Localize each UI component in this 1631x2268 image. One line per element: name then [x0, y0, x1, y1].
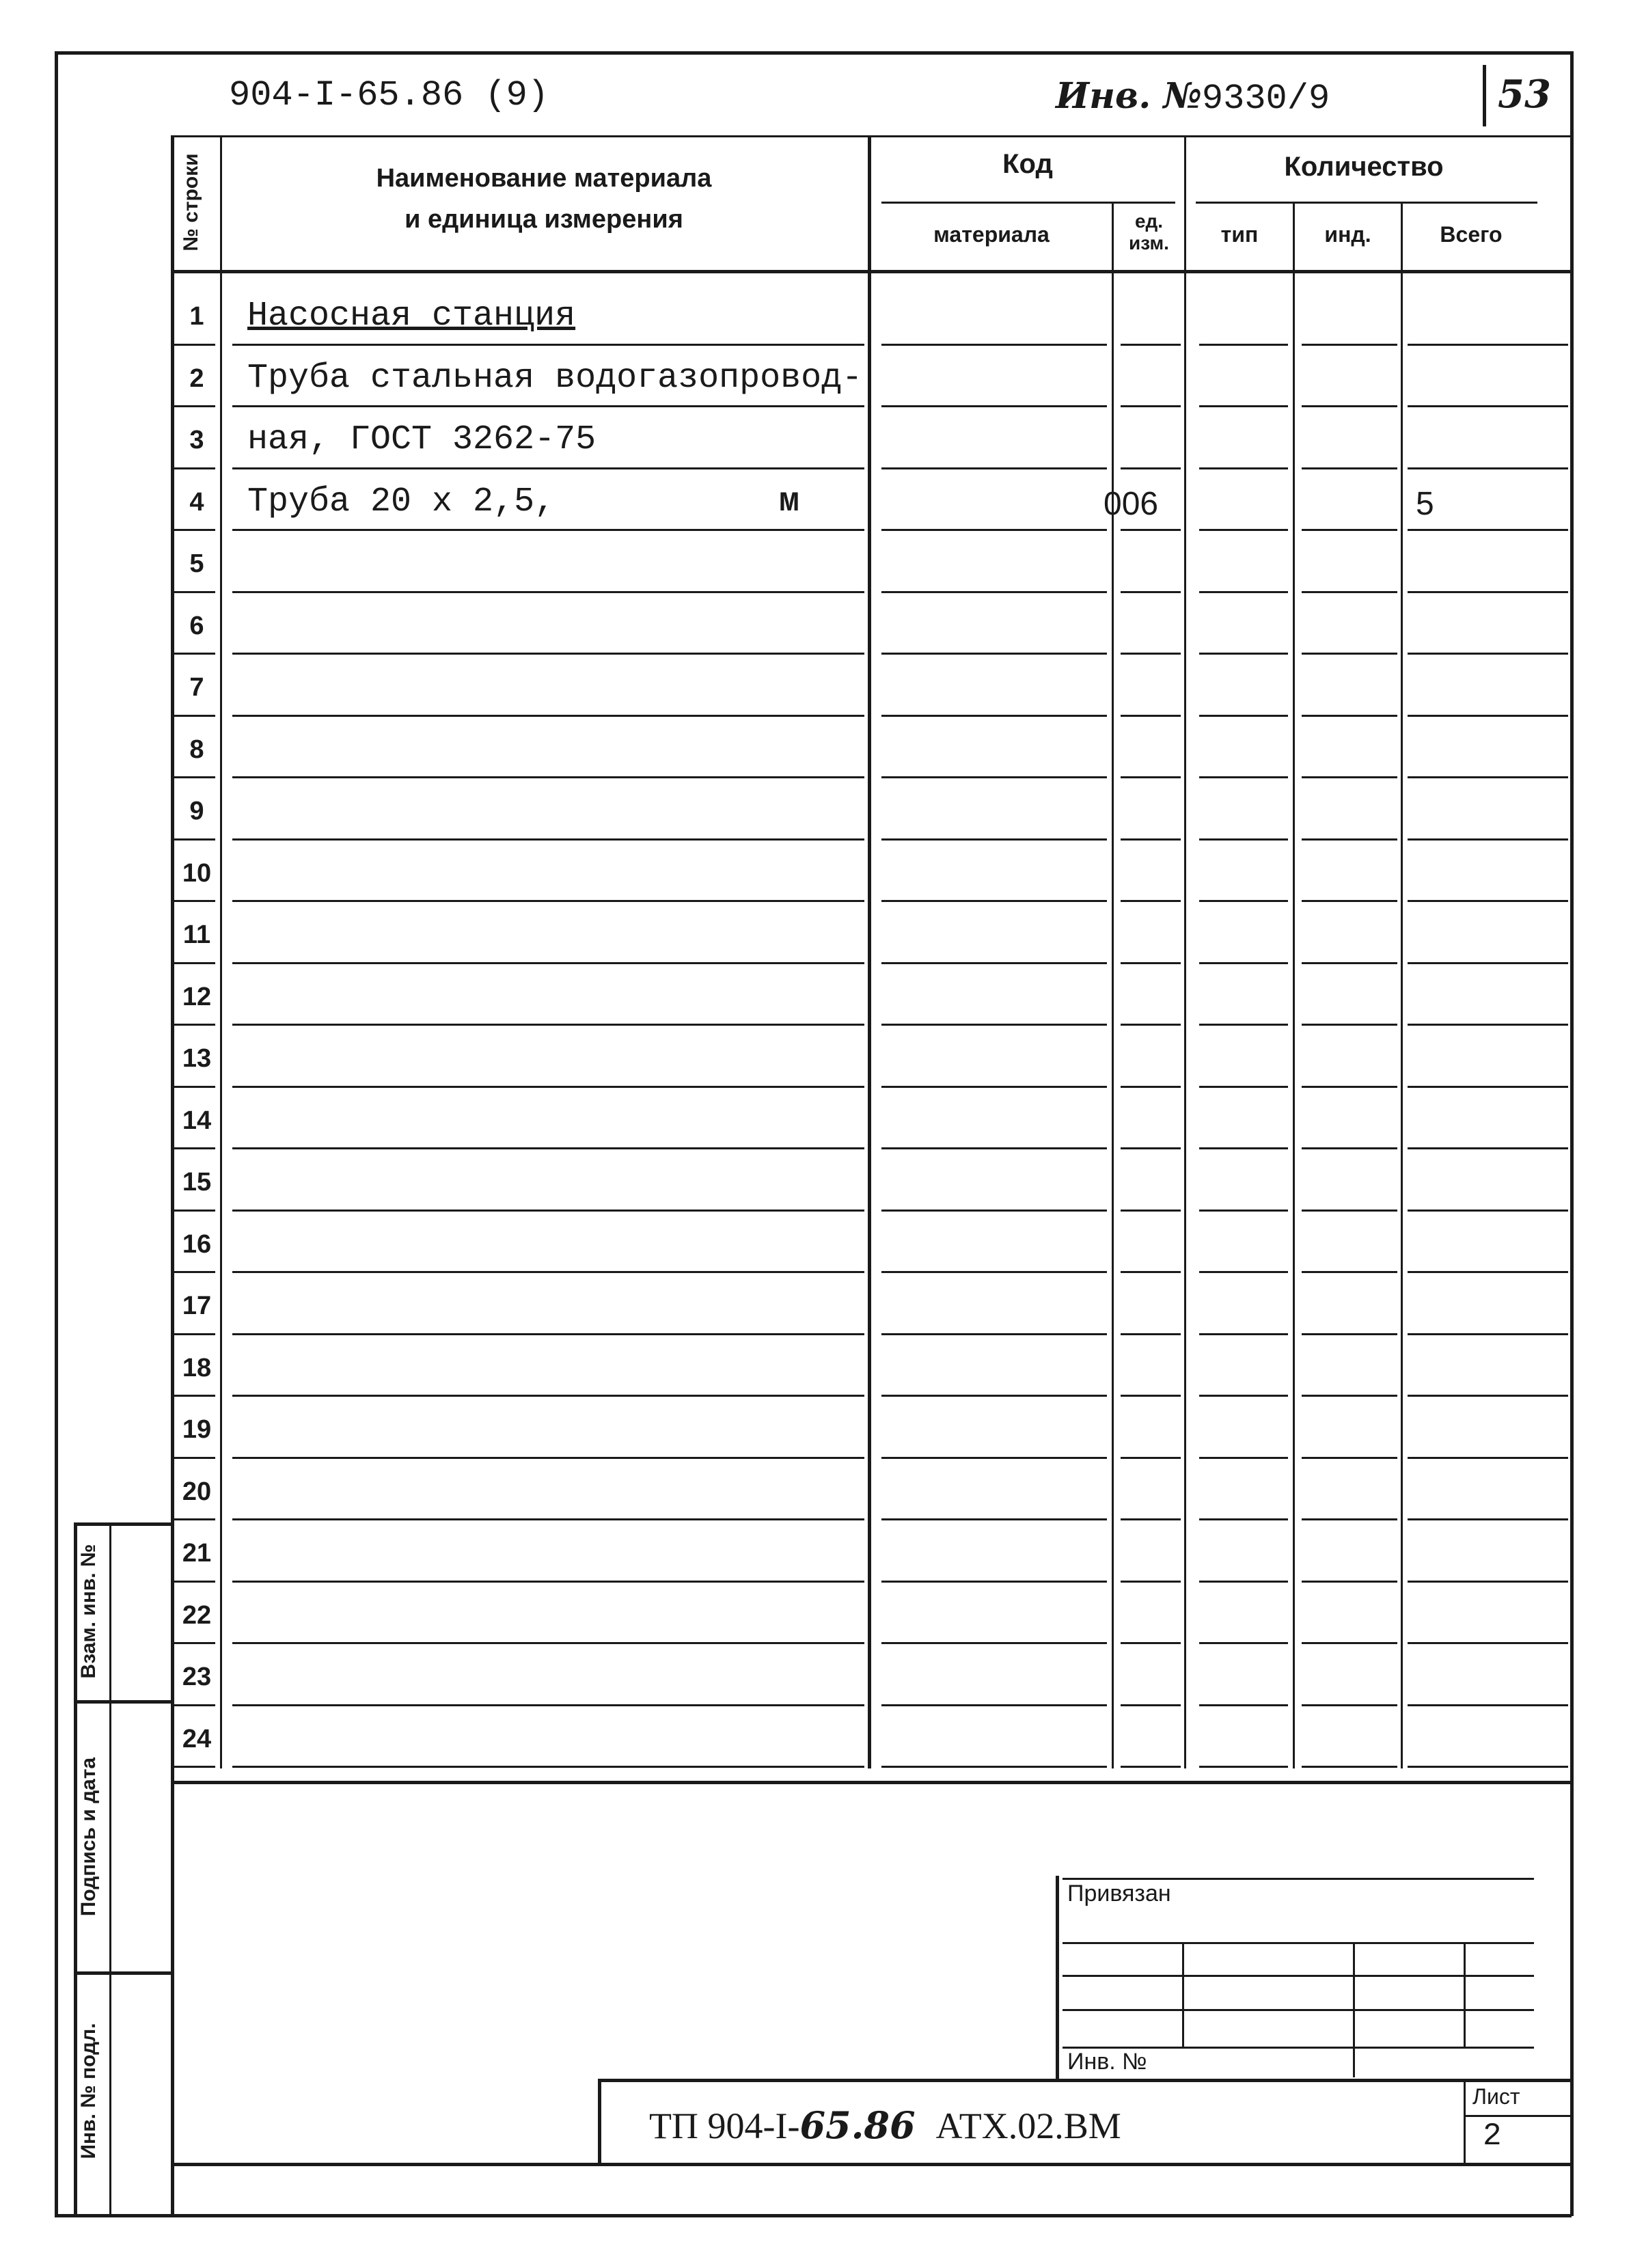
- row-separator: [1302, 1518, 1397, 1520]
- row-separator: [1121, 776, 1181, 778]
- row-separator: [1408, 344, 1568, 346]
- frame-bottom: [55, 2214, 1572, 2217]
- row-separator: [1199, 1704, 1288, 1706]
- row-separator: [1199, 900, 1288, 902]
- row-separator: [1408, 1704, 1568, 1706]
- code-header: Код: [1002, 149, 1053, 179]
- row-separator: [1302, 405, 1397, 407]
- row-separator: [1408, 529, 1568, 531]
- row-separator: [1408, 1333, 1568, 1335]
- row-separator: [881, 1518, 1107, 1520]
- row-number: 10: [182, 858, 212, 888]
- row-separator: [232, 838, 864, 841]
- row-separator: [232, 405, 864, 407]
- row-separator: [232, 344, 864, 346]
- row-separator: [1302, 1333, 1397, 1335]
- table-bottom-line: [171, 1781, 1570, 1784]
- row-separator: [174, 1024, 215, 1026]
- row-number: 18: [182, 1353, 212, 1382]
- inv-podl-label: Инв. № подл.: [77, 2023, 100, 2159]
- row-separator: [1408, 467, 1568, 469]
- row-separator: [1302, 467, 1397, 469]
- unit-code: 006: [1104, 485, 1159, 522]
- row-number: 15: [182, 1168, 212, 1197]
- row-separator: [1121, 653, 1181, 655]
- row-separator: [1408, 1086, 1568, 1088]
- row-number: 6: [189, 611, 204, 640]
- row-separator: [174, 1147, 215, 1149]
- row-separator: [1302, 1086, 1397, 1088]
- row-number: 14: [182, 1106, 212, 1135]
- material-name: Труба 20 х 2,5,: [247, 482, 556, 521]
- row-separator: [1121, 1518, 1181, 1520]
- row-separator: [174, 344, 215, 346]
- row-separator: [174, 1086, 215, 1088]
- row-separator: [1408, 1395, 1568, 1397]
- row-separator: [1199, 1457, 1288, 1459]
- row-separator: [1302, 1147, 1397, 1149]
- row-separator: [881, 1395, 1107, 1397]
- row-separator: [174, 1457, 215, 1459]
- row-separator: [174, 1271, 215, 1273]
- quantity-subheader-line: [1196, 202, 1537, 204]
- row-separator: [174, 1333, 215, 1335]
- row-number: 21: [182, 1539, 212, 1568]
- qty-ind-header: инд.: [1324, 222, 1371, 247]
- row-separator: [1121, 962, 1181, 964]
- row-separator: [174, 1704, 215, 1706]
- row-separator: [174, 1395, 215, 1397]
- row-separator: [232, 1147, 864, 1149]
- row-separator: [174, 715, 215, 717]
- row-number: 20: [182, 1477, 212, 1506]
- row-separator: [1302, 591, 1397, 593]
- row-separator: [1121, 1024, 1181, 1026]
- row-separator: [881, 1457, 1107, 1459]
- row-separator: [232, 1395, 864, 1397]
- page-number-divider: [1483, 65, 1486, 126]
- title-block-top-line: [598, 2079, 1570, 2082]
- row-separator: [1408, 405, 1568, 407]
- row-separator: [881, 715, 1107, 717]
- row-separator: [1302, 1024, 1397, 1026]
- podpis-data-label: Подпись и дата: [77, 1757, 100, 1917]
- row-separator: [1408, 900, 1568, 902]
- row-separator: [881, 1210, 1107, 1212]
- row-separator: [1121, 1271, 1181, 1273]
- qty-total-header: Всего: [1440, 222, 1503, 247]
- row-separator: [1121, 1642, 1181, 1644]
- name-column-left-line: [220, 135, 222, 1768]
- row-separator: [232, 1210, 864, 1212]
- quantity-total: 5: [1416, 485, 1434, 522]
- sheet-number: 2: [1483, 2118, 1502, 2154]
- row-separator: [1121, 1766, 1181, 1768]
- binding-inv-label: Инв. №: [1067, 2049, 1147, 2075]
- code-unit-header-line1: ед.: [1134, 210, 1164, 232]
- row-number: 3: [189, 426, 204, 454]
- row-separator: [232, 776, 864, 778]
- code-unit-column-line: [1112, 202, 1114, 1768]
- title-block-document-code: [649, 2103, 1121, 2147]
- privyazan-label: Привязан: [1067, 1881, 1171, 1907]
- stamp-mid-line: [109, 1522, 111, 2216]
- row-separator: [1121, 900, 1181, 902]
- row-separator: [1199, 1518, 1288, 1520]
- row-separator: [1302, 1271, 1397, 1273]
- row-separator: [174, 776, 215, 778]
- row-separator: [232, 1518, 864, 1520]
- row-separator: [1408, 591, 1568, 593]
- row-separator: [1199, 1086, 1288, 1088]
- row-separator: [1302, 344, 1397, 346]
- row-separator: [1121, 1395, 1181, 1397]
- page-number: 53: [1498, 72, 1551, 117]
- row-separator: [174, 1210, 215, 1212]
- row-number: 16: [182, 1229, 212, 1259]
- row-separator: [881, 900, 1107, 902]
- row-separator: [1408, 653, 1568, 655]
- row-separator: [1302, 1704, 1397, 1706]
- row-separator: [1121, 529, 1181, 531]
- code-material-header: материала: [933, 222, 1050, 247]
- row-separator: [881, 405, 1107, 407]
- row-separator: [232, 1581, 864, 1583]
- row-separator: [1408, 1147, 1568, 1149]
- row-separator: [1408, 1210, 1568, 1212]
- row-number: 2: [189, 364, 204, 393]
- row-separator: [1121, 1457, 1181, 1459]
- sheet-cell-divider: [1466, 2115, 1570, 2117]
- row-number: 23: [182, 1663, 212, 1691]
- frame-left: [55, 51, 58, 2216]
- row-separator: [174, 838, 215, 841]
- row-separator: [881, 344, 1107, 346]
- row-separator: [1199, 1766, 1288, 1768]
- row-separator: [1302, 1766, 1397, 1768]
- row-separator: [1408, 1581, 1568, 1583]
- row-separator: [1302, 529, 1397, 531]
- binding-col-2: [1353, 1944, 1355, 2077]
- row-separator: [174, 1581, 215, 1583]
- table-top-line: [171, 135, 1572, 137]
- inventory-value: 9330/9: [1201, 79, 1330, 119]
- row-separator: [1121, 1333, 1181, 1335]
- row-separator: [174, 900, 215, 902]
- row-number-header: № строки: [180, 153, 202, 251]
- row-separator: [1199, 776, 1288, 778]
- binding-top-line: [1063, 1878, 1534, 1880]
- material-name: Труба стальная водогазопровод-: [247, 358, 863, 398]
- row-separator: [1199, 653, 1288, 655]
- row-separator: [881, 467, 1107, 469]
- row-separator: [1408, 962, 1568, 964]
- row-separator: [174, 1642, 215, 1644]
- row-separator: [881, 962, 1107, 964]
- row-number: 8: [189, 735, 204, 764]
- row-separator: [881, 838, 1107, 841]
- row-separator: [232, 900, 864, 902]
- row-separator: [881, 653, 1107, 655]
- row-number: 11: [182, 920, 211, 949]
- row-number: 9: [189, 797, 204, 825]
- name-header-line1: Наименование материала: [376, 164, 712, 193]
- row-number: 13: [182, 1044, 212, 1073]
- row-number: 19: [182, 1415, 212, 1444]
- row-separator: [1199, 1395, 1288, 1397]
- row-number: 1: [189, 302, 204, 331]
- qty-type-ind-line: [1293, 202, 1295, 1768]
- frame-top: [55, 51, 1572, 55]
- row-separator: [1302, 900, 1397, 902]
- row-separator: [1199, 838, 1288, 841]
- quantity-column-left-line: [1184, 135, 1186, 1768]
- row-separator: [1199, 1210, 1288, 1212]
- row-separator: [881, 529, 1107, 531]
- row-separator: [1408, 1642, 1568, 1644]
- row-separator: [1302, 1395, 1397, 1397]
- row-separator: [1302, 776, 1397, 778]
- row-separator: [881, 1147, 1107, 1149]
- vzam-inv-label: Взам. инв. №: [77, 1544, 100, 1679]
- title-doc-prefix: ТП 904-I-: [649, 2105, 800, 2146]
- row-separator: [232, 1766, 864, 1768]
- row-separator: [232, 1271, 864, 1273]
- code-subheader-line: [881, 202, 1175, 204]
- row-number: 5: [189, 549, 204, 578]
- row-separator: [1408, 715, 1568, 717]
- row-separator: [881, 776, 1107, 778]
- row-separator: [1121, 1704, 1181, 1706]
- title-block-left-line: [598, 2079, 601, 2164]
- sheet-label: Лист: [1472, 2084, 1520, 2109]
- row-separator: [1408, 1024, 1568, 1026]
- row-separator: [1199, 344, 1288, 346]
- row-separator: [1121, 405, 1181, 407]
- row-separator: [232, 653, 864, 655]
- row-separator: [1199, 1581, 1288, 1583]
- row-separator: [1408, 776, 1568, 778]
- row-separator: [1408, 838, 1568, 841]
- row-separator: [232, 591, 864, 593]
- document-code: 904-I-65.86 (9): [229, 75, 549, 115]
- row-separator: [1121, 1086, 1181, 1088]
- row-separator: [174, 467, 215, 469]
- row-separator: [174, 962, 215, 964]
- row-number: 22: [182, 1600, 212, 1630]
- row-separator: [1199, 1271, 1288, 1273]
- row-separator: [1199, 1147, 1288, 1149]
- code-unit-header-line2: изм.: [1129, 232, 1169, 254]
- qty-type-header: тип: [1220, 222, 1259, 247]
- row-separator: [1302, 653, 1397, 655]
- row-separator: [174, 529, 215, 531]
- title-doc-suffix: АТХ.02.ВМ: [935, 2105, 1121, 2146]
- row-separator: [1121, 1147, 1181, 1149]
- row-separator: [1199, 715, 1288, 717]
- stamp-sep-2: [74, 1971, 173, 1975]
- row-separator: [1199, 1024, 1288, 1026]
- row-number: 24: [182, 1724, 212, 1753]
- row-separator: [1121, 1581, 1181, 1583]
- row-separator: [1199, 591, 1288, 593]
- row-separator: [232, 1086, 864, 1088]
- row-separator: [232, 962, 864, 964]
- row-separator: [881, 1086, 1107, 1088]
- title-doc-hand: 65.86: [799, 2103, 916, 2147]
- row-separator: [1408, 1457, 1568, 1459]
- row-separator: [174, 1766, 215, 1768]
- row-separator: [232, 1704, 864, 1706]
- row-separator: [881, 1642, 1107, 1644]
- row-separator: [1302, 1210, 1397, 1212]
- row-separator: [881, 591, 1107, 593]
- row-separator: [1302, 838, 1397, 841]
- row-separator: [1121, 467, 1181, 469]
- row-number: 12: [182, 982, 212, 1011]
- row-separator: [1199, 1333, 1288, 1335]
- row-separator: [1302, 1642, 1397, 1644]
- row-separator: [1302, 1581, 1397, 1583]
- row-separator: [232, 1457, 864, 1459]
- row-separator: [232, 1642, 864, 1644]
- row-separator: [174, 1518, 215, 1520]
- row-separator: [881, 1024, 1107, 1026]
- code-column-left-line: [868, 135, 871, 1768]
- row-separator: [1408, 1766, 1568, 1768]
- sheet-cell-left-line: [1464, 2079, 1466, 2164]
- row-separator: [881, 1271, 1107, 1273]
- inventory-number: [1056, 75, 1330, 119]
- row-separator: [1302, 962, 1397, 964]
- name-header-line2: и единица измерения: [405, 205, 683, 234]
- row-separator: [232, 1333, 864, 1335]
- material-name: Насосная станция: [247, 297, 576, 336]
- row-separator: [174, 591, 215, 593]
- row-separator: [174, 653, 215, 655]
- row-number: 17: [182, 1292, 212, 1320]
- binding-col-1: [1182, 1944, 1184, 2047]
- title-block-bottom-line: [171, 2163, 1572, 2166]
- row-separator: [174, 405, 215, 407]
- row-separator: [881, 1766, 1107, 1768]
- row-separator: [881, 1333, 1107, 1335]
- row-separator: [1199, 962, 1288, 964]
- frame-right: [1570, 51, 1574, 2216]
- row-separator: [881, 1704, 1107, 1706]
- row-separator: [1121, 1210, 1181, 1212]
- row-separator: [1199, 405, 1288, 407]
- rownum-column-line: [171, 135, 174, 2216]
- row-separator: [232, 529, 864, 531]
- row-separator: [1199, 467, 1288, 469]
- row-separator: [881, 1581, 1107, 1583]
- row-separator: [1121, 715, 1181, 717]
- row-separator: [1408, 1518, 1568, 1520]
- binding-left-line: [1056, 1876, 1059, 2081]
- row-separator: [1121, 838, 1181, 841]
- quantity-header: Количество: [1284, 152, 1444, 182]
- row-number: 7: [189, 673, 204, 702]
- binding-col-3: [1464, 1944, 1466, 2047]
- row-separator: [1302, 1457, 1397, 1459]
- row-separator: [1121, 344, 1181, 346]
- row-separator: [1199, 529, 1288, 531]
- inventory-label: Инв. №: [1056, 75, 1202, 117]
- row-separator: [1199, 1642, 1288, 1644]
- row-separator: [1408, 1271, 1568, 1273]
- measure-unit: м: [779, 482, 800, 521]
- row-separator: [1302, 715, 1397, 717]
- row-separator: [1121, 591, 1181, 593]
- row-separator: [232, 467, 864, 469]
- material-name: ная, ГОСТ 3262-75: [247, 420, 597, 459]
- qty-ind-total-line: [1401, 202, 1403, 1768]
- row-separator: [232, 1024, 864, 1026]
- row-number: 4: [189, 487, 204, 517]
- row-separator: [232, 715, 864, 717]
